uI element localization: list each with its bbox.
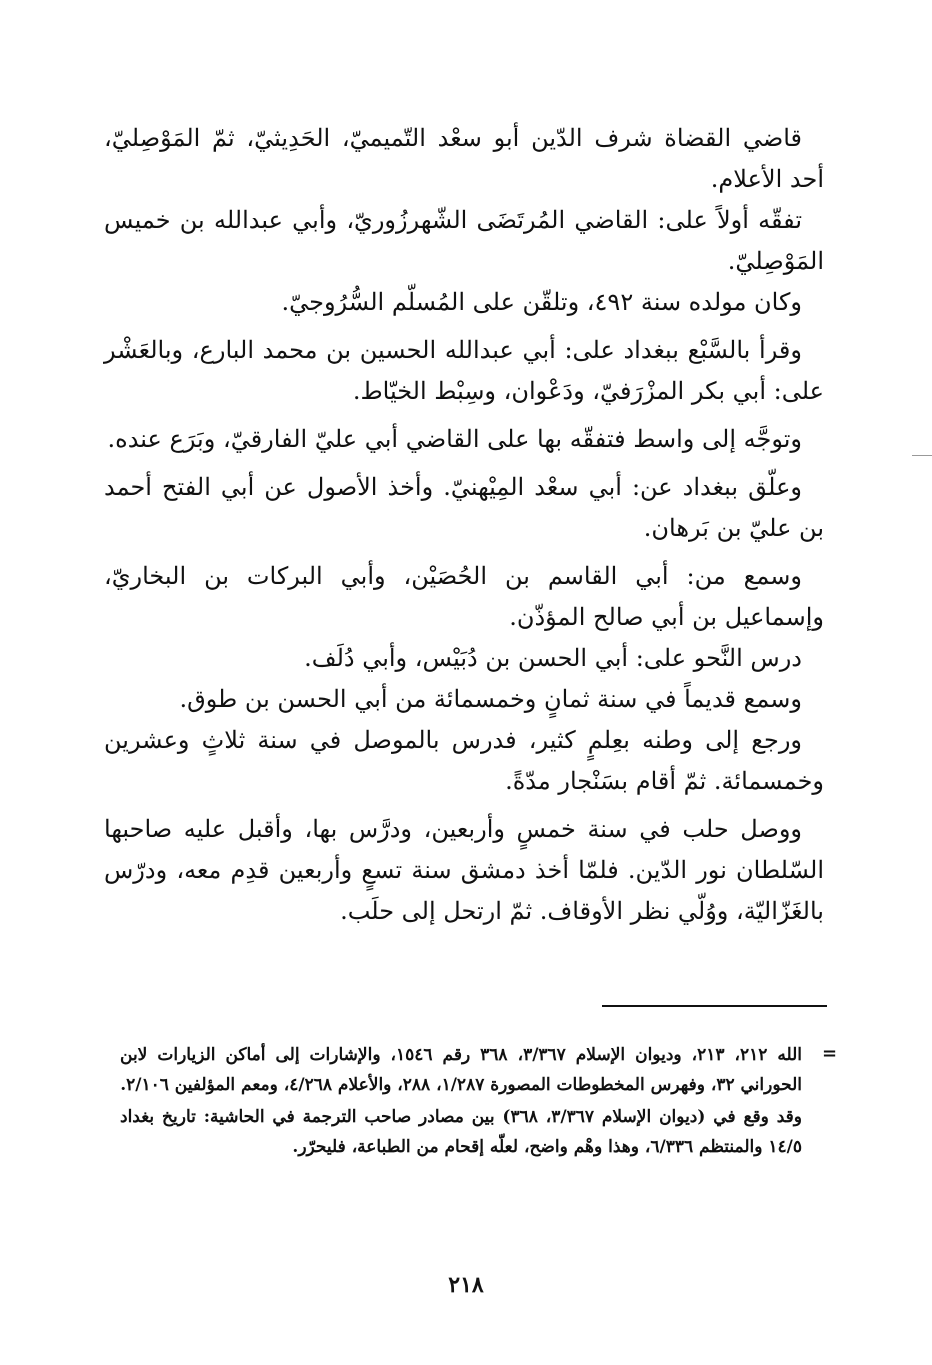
footnotes xyxy=(120,1040,802,1164)
footnote-divider xyxy=(602,1005,827,1007)
paragraph-9: وسمع قديماً في سنة ثمانٍ وخمسمائة من أبي الحسن بن طوق. xyxy=(179,685,802,713)
paragraph-4: وقرأ بالسَّبْع ببغداد على: أبي عبدالله الحسين بن محمد البارع، وبالعَشْر على: أبي بكر المزْرَفيّ، ودَعْوان، وسِبْط الخيّاط. xyxy=(104,336,824,405)
paragraph-3: وكان مولده سنة ٤٩٢، وتلقّن على المُسلّم السُّرُوجيّ. xyxy=(281,288,802,316)
footnote-1: الله ٢١٢، ٢١٣، وديوان الإسلام ٣/٣٦٧، ٣٦٨ رقم ١٥٤٦، والإشارات إلى أماكن الزيارات لابن الحوراني ٣٢، وفهرس المخطوطات المصورة ١/٢٨٧، ٢٨٨، والأعلام ٤/٢٦٨، ومعم المؤلفين ٢/١٠٦. xyxy=(120,1045,803,1095)
paragraph-6: وعلّق ببغداد عن: أبي سعْد المِيْهنيّ. وأخذ الأصول عن أبي الفتح أحمد بن عليّ بن بَرهان. xyxy=(104,473,824,542)
footnote-2: وقد وقع في (ديوان الإسلام ٣/٣٦٧، ٣٦٨) بين مصادر صاحب الترجمة في الحاشية: تاريخ بغداد ١٤/٥ والمنتظم ٦/٣٣٦، وهذا وهْم واضح، لعلّه إقحام من الطباعة، فليحرّر. xyxy=(120,1107,802,1157)
footnote-continuation-marker: = xyxy=(822,1043,838,1064)
paragraph-1: قاضي القضاة شرف الدّين أبو سعْد التّميميّ، الحَدِيثيّ، ثمّ المَوْصِليّ، أحد الأعلام. xyxy=(104,124,824,193)
paragraph-7: وسمع من: أبي القاسم بن الحُصَيْن، وأبي البركات بن البخاريّ، وإسماعيل بن أبي صالح المؤذّن. xyxy=(104,562,824,631)
paragraph-11: ووصل حلب في سنة خمسٍ وأربعين، ودرَّس بها، وأقبل عليه صاحبها السّلطان نور الدّين. فلمّا أخذ دمشق سنة تسعٍ وأربعين قدِم معه، ودرّس بالغَزّاليّة، ووُلّي نظر الأوقاف. ثمّ ارتحل إلى حلَب. xyxy=(104,815,825,925)
paragraph-5: وتوجَّه إلى واسط فتفقّه بها على القاضي أبي عليّ الفارقيّ، وبَرَع عنده. xyxy=(107,425,802,453)
margin-mark xyxy=(912,455,932,456)
page-number: ٢١٨ xyxy=(448,1272,484,1298)
main-text xyxy=(104,118,824,939)
paragraph-2: تفقّه أولاً على: القاضي المُرتَضَى الشّهرزُوريّ، وأبي عبدالله بن خميس المَوْصِليّ. xyxy=(104,206,824,275)
paragraph-8: درس النَّحو على: أبي الحسن بن دُبَيْس، وأبي دُلَف. xyxy=(304,644,802,672)
paragraph-10: ورجع إلى وطنه بعِلمٍ كثير، فدرس بالموصل في سنة ثلاثٍ وعشرين وخمسمائة. ثمّ أقام بسَنْجار مدّةً. xyxy=(104,726,824,795)
